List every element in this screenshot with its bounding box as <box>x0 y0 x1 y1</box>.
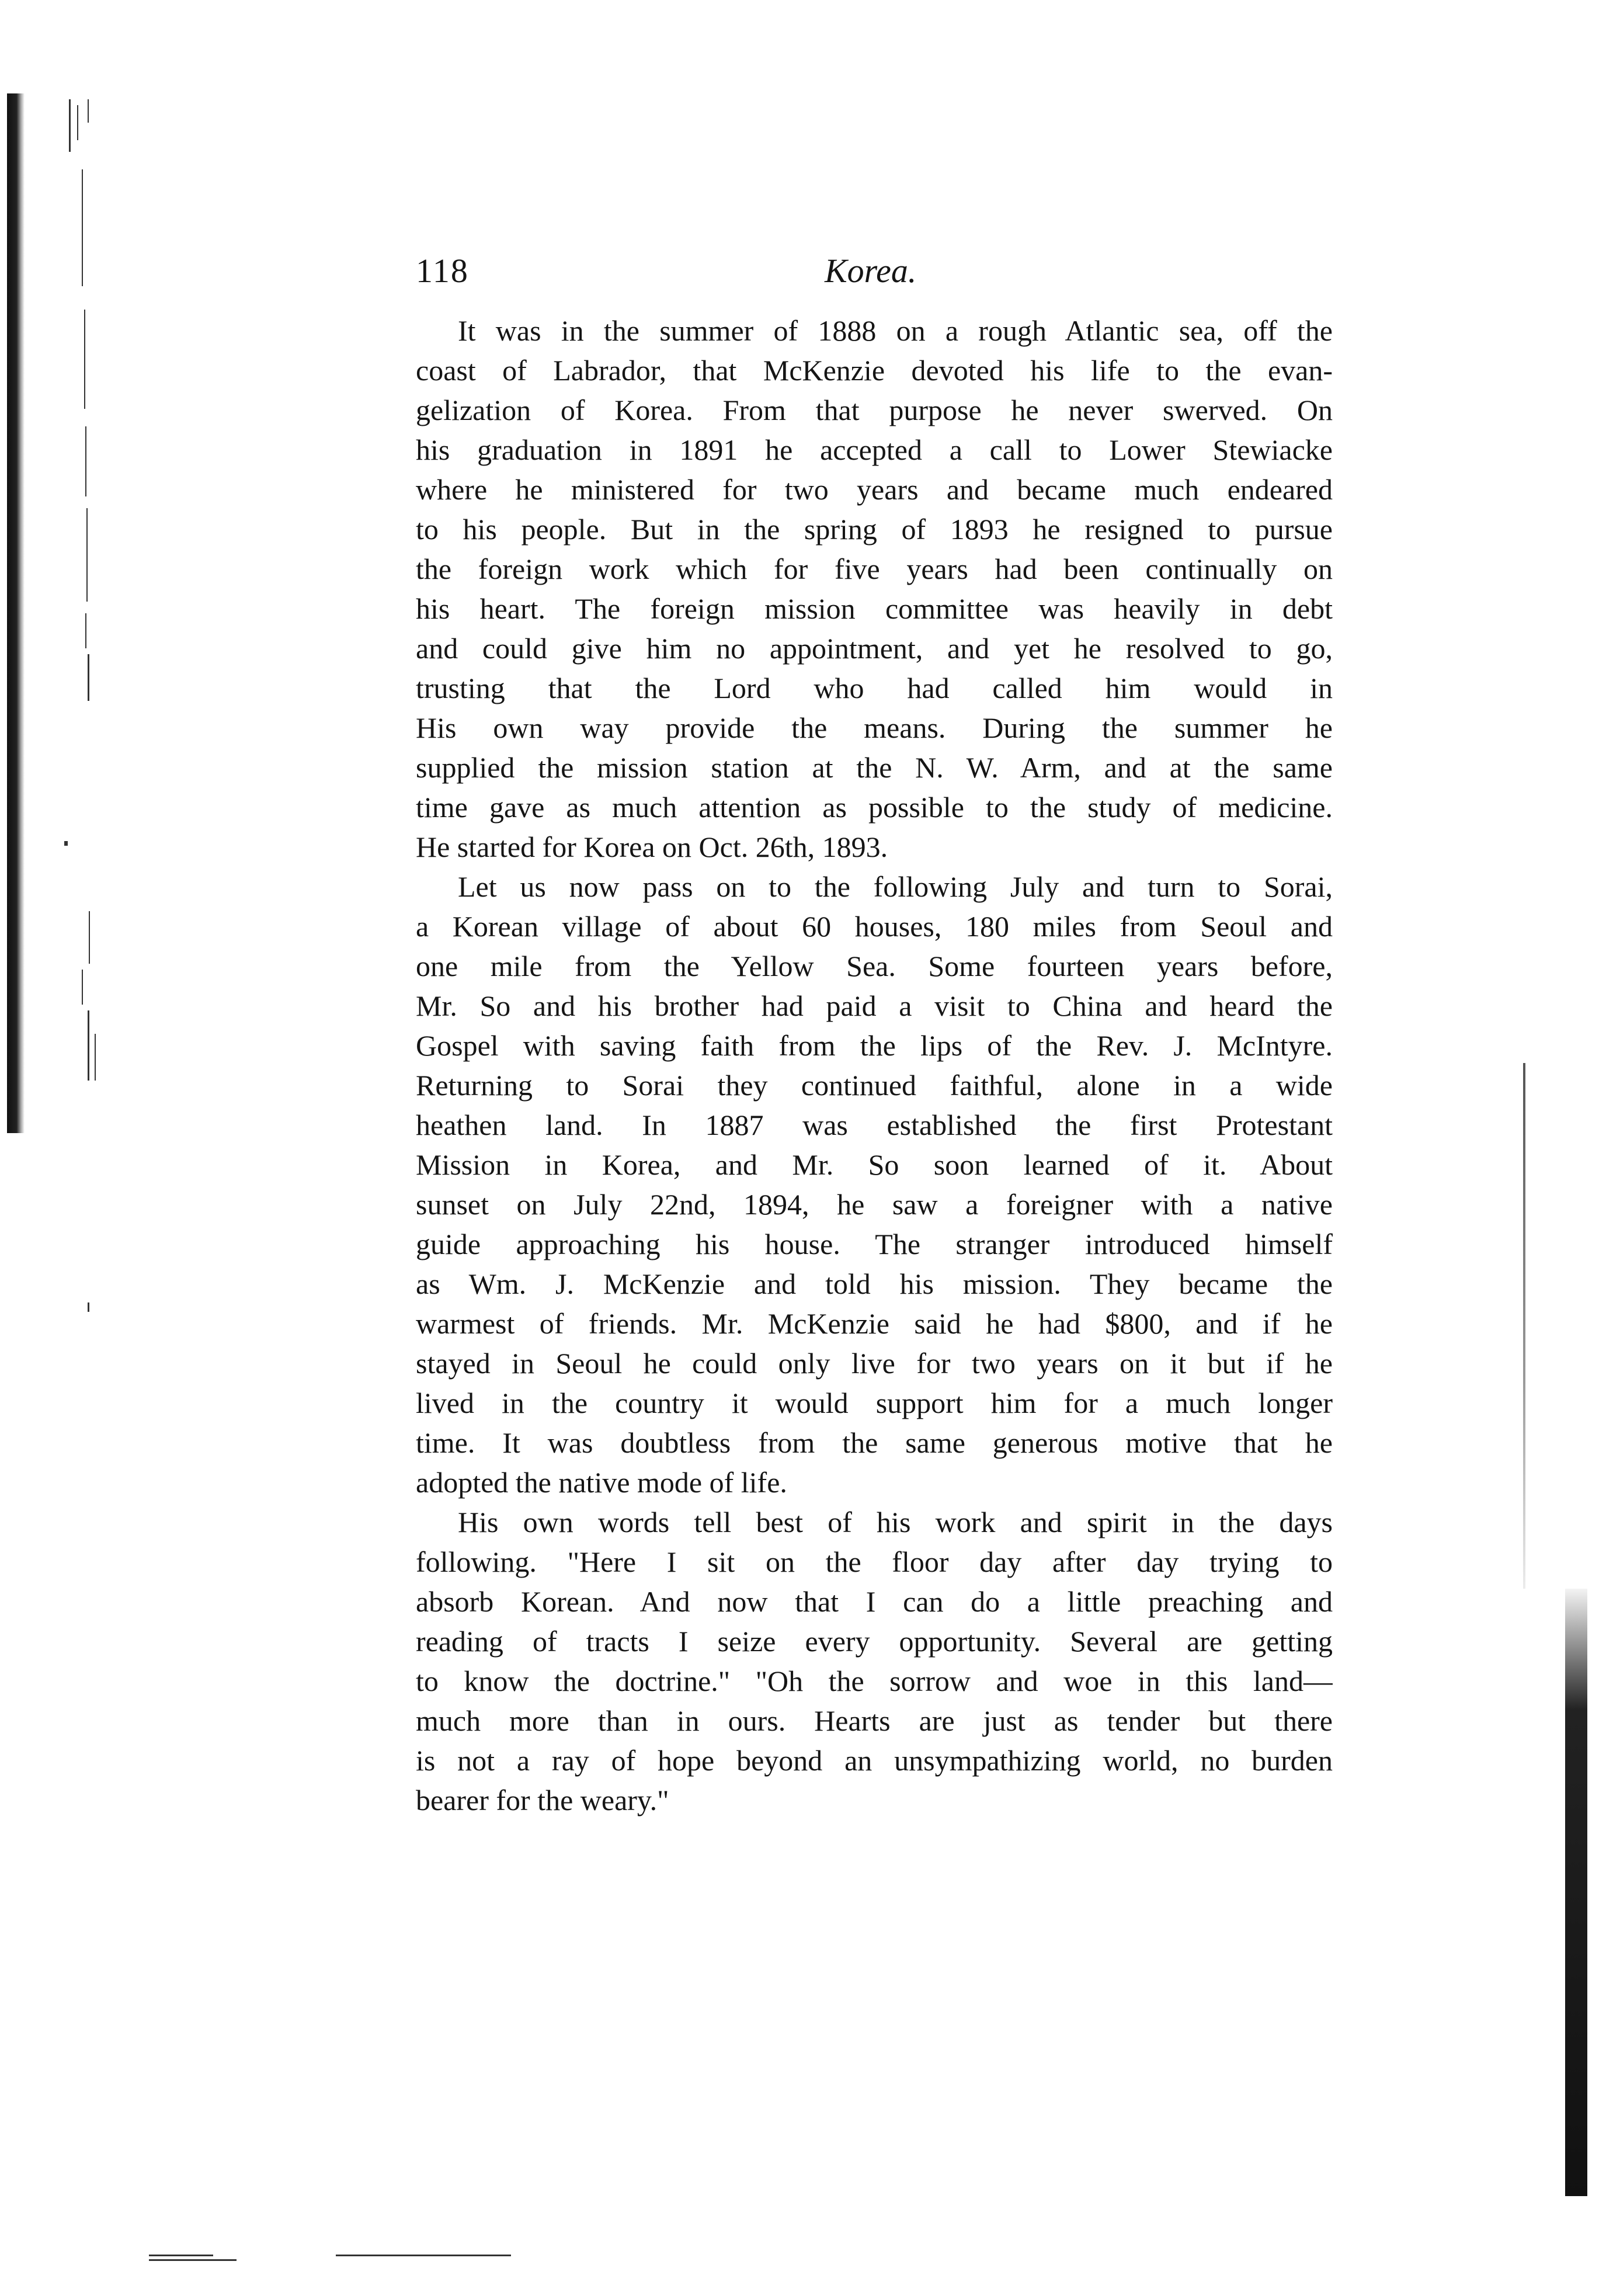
text-line: to know the doctrine." "Oh the sorrow and woe in this land— <box>416 1665 1333 1697</box>
text-line: reading of tracts I seize every opportunity. Several are getting <box>416 1625 1333 1658</box>
text-line: time. It was doubtless from the same generous motive that he <box>416 1426 1333 1459</box>
text-line: trusting that the Lord who had called him would in <box>416 672 1333 704</box>
body-text <box>416 311 1333 1820</box>
text-line: where he ministered for two years and became much endeared <box>416 473 1333 506</box>
text-line: absorb Korean. And now that I can do a little preaching and <box>416 1585 1333 1618</box>
paragraph <box>416 867 1333 1502</box>
text-line: sunset on July 22nd, 1894, he saw a foreigner with a native <box>416 1188 1333 1221</box>
text-line: his heart. The foreign mission committee was heavily in debt <box>416 592 1333 625</box>
page-number: 118 <box>416 252 469 290</box>
text-line: gelization of Korea. From that purpose he never swerved. On <box>416 394 1333 426</box>
text-line: is not a ray of hope beyond an unsympathizing world, no burden <box>416 1744 1333 1777</box>
paragraph <box>416 311 1333 867</box>
text-line: the foreign work which for five years had been continually on <box>416 553 1333 585</box>
text-line: It was in the summer of 1888 on a rough Atlantic sea, off the <box>458 314 1333 347</box>
text-line: one mile from the Yellow Sea. Some fourteen years before, <box>416 950 1333 982</box>
text-line: warmest of friends. Mr. McKenzie said he had $800, and if he <box>416 1307 1333 1340</box>
text-line: adopted the native mode of life. <box>416 1466 787 1499</box>
text-line: a Korean village of about 60 houses, 180 miles from Seoul and <box>416 910 1333 943</box>
scan-edge-line-right <box>1523 1063 1525 1589</box>
text-line: stayed in Seoul he could only live for two years on it but if he <box>416 1347 1333 1380</box>
text-line: His own words tell best of his work and spirit in the days <box>458 1506 1333 1538</box>
text-line: his graduation in 1891 he accepted a call to Lower Stewiacke <box>416 433 1333 466</box>
text-line: bearer for the weary." <box>416 1784 669 1816</box>
text-line: following. "Here I sit on the floor day after day trying to <box>416 1545 1333 1578</box>
scan-edge-shadow-right <box>1565 1589 1587 2196</box>
text-line: time gave as much attention as possible to the study of medicine. <box>416 791 1333 824</box>
scan-rules-bottom <box>149 2255 523 2263</box>
text-line: Gospel with saving faith from the lips of the Rev. J. McIntyre. <box>416 1029 1333 1062</box>
text-line: guide approaching his house. The stranger introduced himself <box>416 1228 1333 1260</box>
text-line: His own way provide the means. During the summer he <box>416 711 1333 744</box>
running-head <box>416 251 1339 298</box>
scan-specks-left <box>64 99 105 1209</box>
text-line: supplied the mission station at the N. W. Arm, and at the same <box>416 751 1333 784</box>
running-title: Korea. <box>825 252 917 290</box>
text-line: Mission in Korea, and Mr. So soon learned of it. About <box>416 1148 1333 1181</box>
text-line: much more than in ours. Hearts are just as tender but there <box>416 1704 1333 1737</box>
text-line: as Wm. J. McKenzie and told his mission. They became the <box>416 1267 1333 1300</box>
text-line: Returning to Sorai they continued faithful, alone in a wide <box>416 1069 1333 1102</box>
text-line: lived in the country it would support him for a much longer <box>416 1387 1333 1419</box>
text-line: Mr. So and his brother had paid a visit to China and heard the <box>416 989 1333 1022</box>
paragraph <box>416 1502 1333 1820</box>
text-line: to his people. But in the spring of 1893 he resigned to pursue <box>416 513 1333 546</box>
text-line: Let us now pass on to the following July and turn to Sorai, <box>458 870 1333 903</box>
scan-edge-shadow-left <box>7 93 25 1133</box>
text-line: coast of Labrador, that McKenzie devoted his life to the evan- <box>416 354 1333 387</box>
text-line: heathen land. In 1887 was established the first Protestant <box>416 1109 1333 1141</box>
text-line: and could give him no appointment, and yet he resolved to go, <box>416 632 1333 665</box>
text-line: He started for Korea on Oct. 26th, 1893. <box>416 831 888 863</box>
